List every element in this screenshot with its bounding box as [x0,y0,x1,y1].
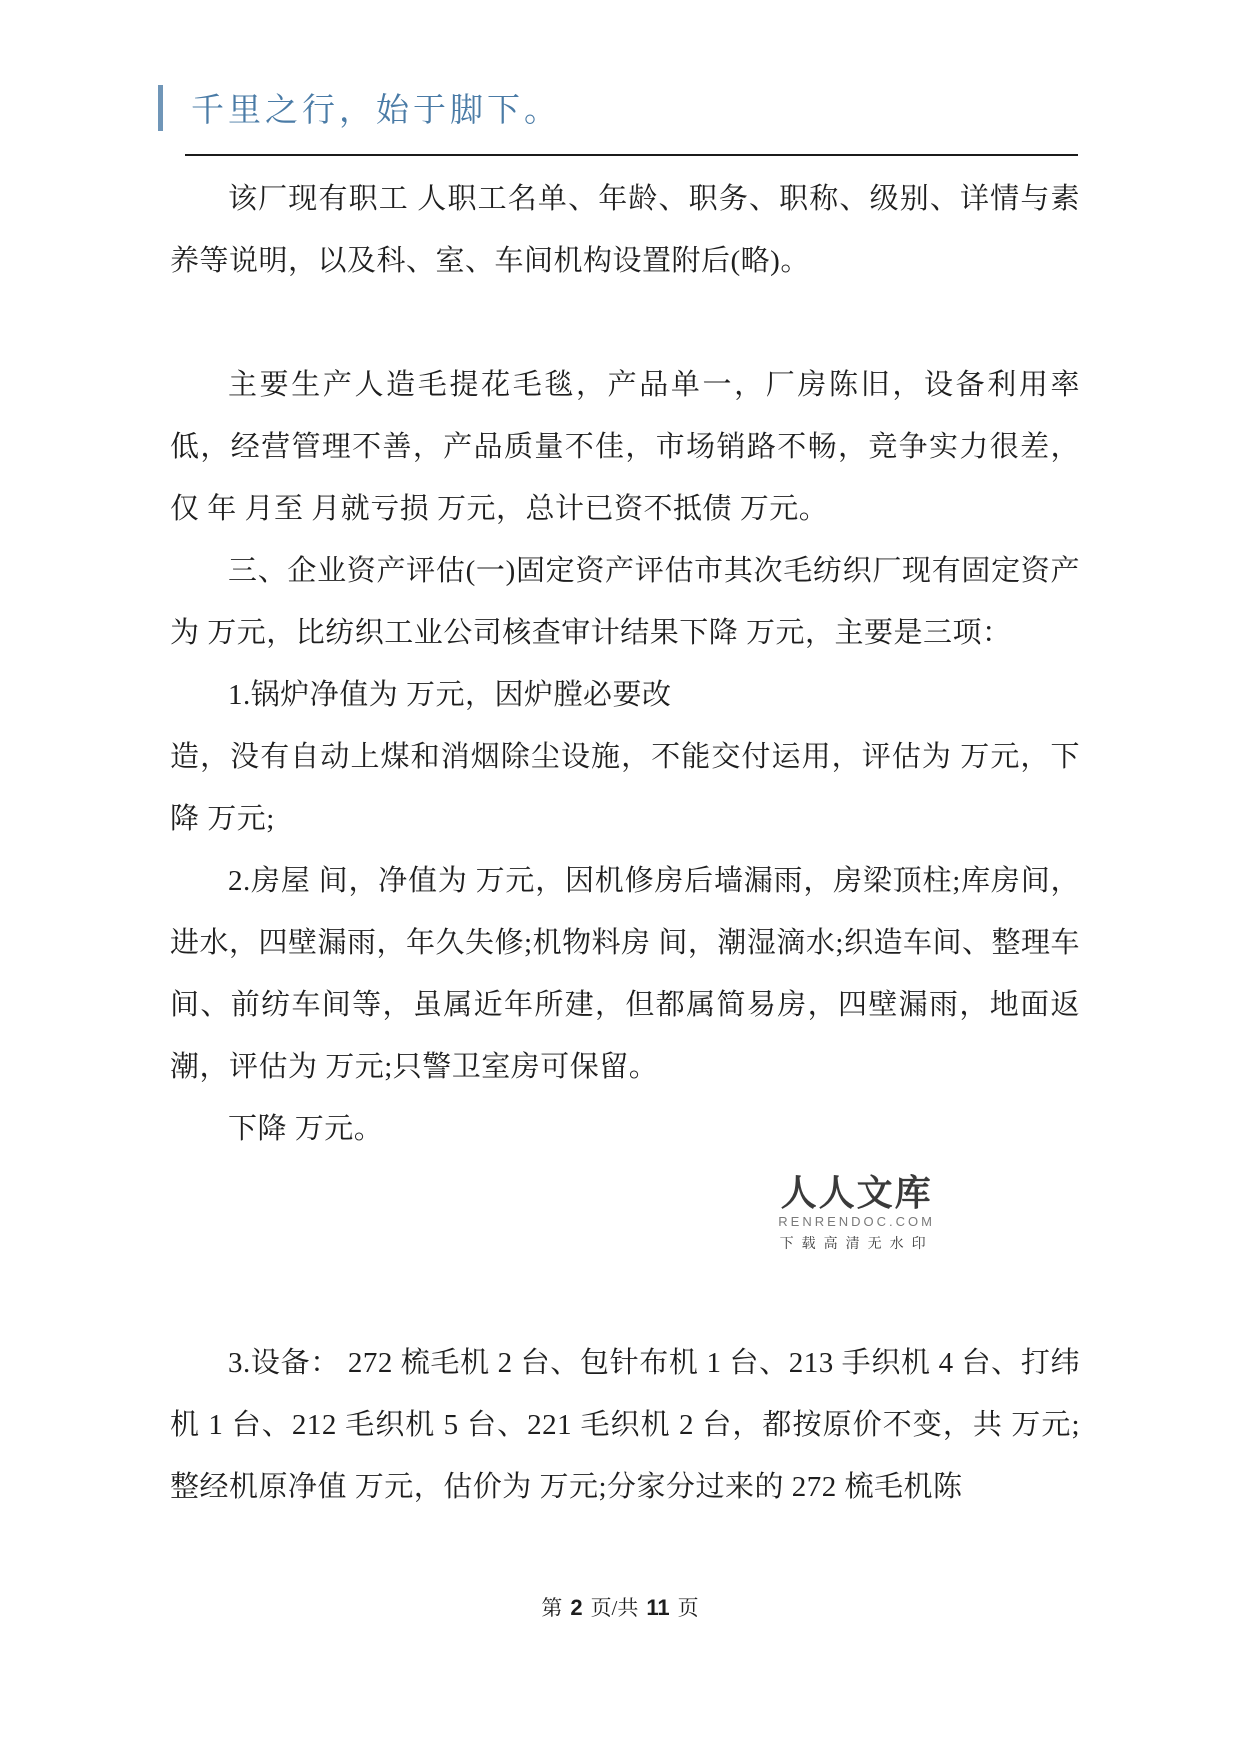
paragraph [170,292,1080,354]
page-header [158,84,561,131]
paragraph: 3.设备： 272 梳毛机 2 台、包针布机 1 台、213 手织机 4 台、打纬机 1 台、212 毛织机 5 台、221 毛织机 2 台，都按原价不变，共 万元;整经机原净值 万元，估价为 万元;分家分过来的 272 梳毛机陈 [170,1347,1080,1503]
page-number-current: 2 [570,1595,583,1620]
paragraph: 造，没有自动上煤和消烟除尘设施，不能交付运用，评估为 万元，下降 万元; [170,741,1080,835]
accent-bar-decoration [158,85,163,131]
watermark-tagline: 下载高清无水印 [779,1234,934,1251]
watermark [778,1174,935,1253]
paragraph: 2.房屋 间，净值为 万元，因机修房后墙漏雨，房梁顶柱;库房间，进水，四壁漏雨，年久失修;机物料房 间，潮湿滴水;织造车间、整理车间、前纺车间等，虽属近年所建，但都属简易房，四壁漏雨，地面返潮，评估为 万元;只警卫室房可保留。 [170,865,1080,1083]
footer-label-middle: 页/共 [590,1596,639,1620]
header-motto: 千里之行，始于脚下。 [191,93,561,129]
body-section-2 [170,1332,1080,1518]
watermark-domain: RENRENDOC.COM [778,1213,935,1229]
paragraph: 1.锅炉净值为 万元，因炉膛必要改 [228,679,672,711]
paragraph: 三、企业资产评估(一)固定资产评估市其次毛纺织厂现有固定资产为 万元，比纺织工业公司核查审计结果下降 万元，主要是三项： [170,555,1080,649]
paragraph: 主要生产人造毛提花毛毯，产品单一，厂房陈旧，设备利用率低，经营管理不善，产品质量不佳，市场销路不畅，竞争实力很差，仅 年 月至 月就亏损 万元，总计已资不抵债 万元。 [170,369,1080,525]
page-footer [0,1592,1240,1622]
footer-label-suffix: 页 [677,1596,699,1620]
footer-label-prefix: 第 [541,1596,563,1620]
document-body [170,168,1080,1518]
watermark-logo-text: 人人文库 [780,1172,933,1213]
header-divider [185,154,1078,156]
paragraph: 该厂现有职工 人职工名单、年龄、职务、职称、级别、详情与素养等说明，以及科、室、车间机构设置附后(略)。 [170,183,1080,277]
page-number-total: 11 [646,1595,670,1620]
watermark-row [170,1160,1080,1332]
paragraph: 下降 万元。 [228,1113,384,1145]
body-section-1 [170,168,1080,1160]
